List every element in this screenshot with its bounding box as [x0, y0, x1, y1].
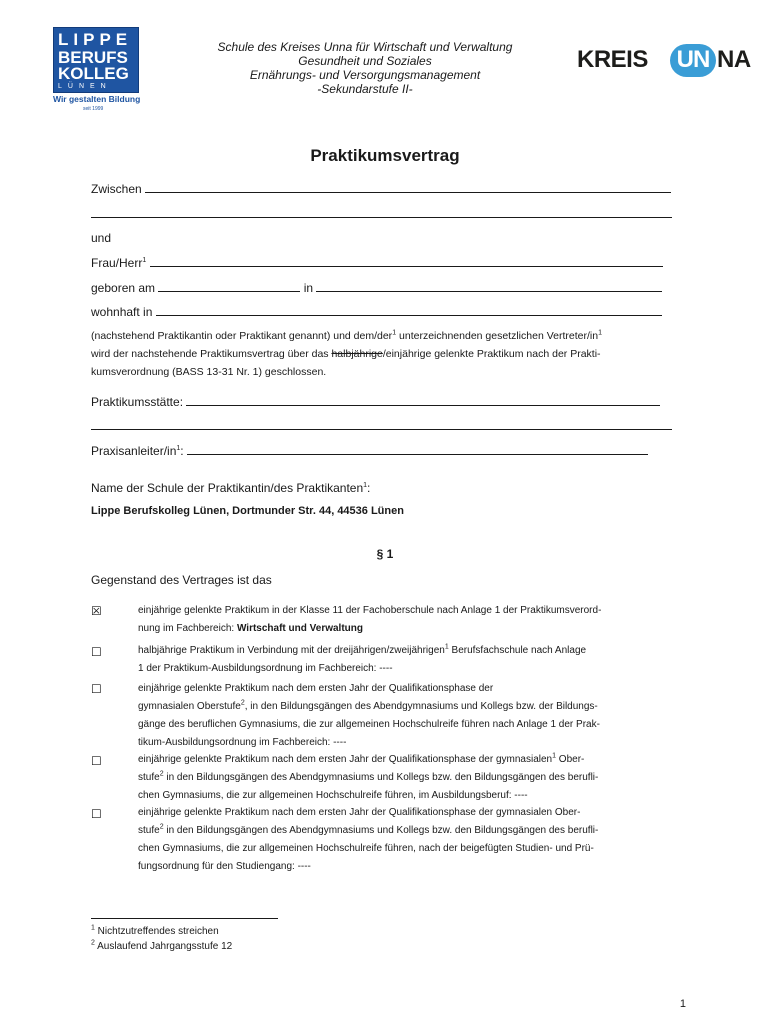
logo-slogan: Wir gestalten Bildung	[53, 94, 141, 104]
logo-text-line1: LIPPE	[58, 30, 133, 49]
frau-herr-blank[interactable]	[150, 257, 663, 267]
option-1-text: einjährige gelenkte Praktikum in der Klasse 11 der Fachoberschule nach Anlage 1 der Praktikumsverord- nung im Fachbereich: Wirtschaft und Verwaltung	[138, 605, 602, 634]
school-value: Lippe Berufskolleg Lünen, Dortmunder Str. 44, 44536 Lünen	[91, 505, 404, 517]
header-line-3: Ernährungs- und Versorgungsmanagement	[249, 68, 481, 82]
zwischen-blank-2[interactable]	[91, 208, 672, 218]
logo-un-text: UN	[676, 46, 710, 73]
praktikumsstaette-blank[interactable]	[186, 396, 660, 406]
zwischen-blank[interactable]	[145, 183, 671, 193]
praktikumsstaette-line	[91, 395, 660, 409]
footnote-ref: 1	[142, 257, 147, 264]
header-line-1: Schule des Kreises Unna für Wirtschaft und Verwaltung	[217, 40, 513, 54]
option-5-checkbox[interactable]: ☐	[91, 807, 102, 821]
logo-text-line3: KOLLEG	[58, 64, 129, 83]
section-lead: Gegenstand des Vertrages ist das	[91, 573, 272, 587]
und-label: und	[91, 231, 112, 245]
geboren-am-label: geboren am	[91, 281, 156, 295]
logo-text-line2: BERUFS	[58, 48, 128, 67]
logo-box	[53, 27, 139, 93]
school-label: Name der Schule der Praktikantin/des Praktikanten	[91, 481, 364, 495]
option-5-text: einjährige gelenkte Praktikum nach dem ersten Jahr der Qualifikationsphase der gymnasialen Ober- stufe$^2$ in den Bildungsgängen des Abendgymnasiums und Kollegs bzw. den Bildungsgängen des berufli- chen Gymnasiums, die zur allgemeinen Hochschulreife führen, nach der beigefügten Studien- und Prü- fungsordnung für den Studiengang: ----	[138, 807, 599, 872]
option-2-checkbox[interactable]: ☐	[91, 645, 102, 659]
zwischen-line-2	[91, 207, 672, 221]
in-label: in	[303, 281, 314, 295]
school-header	[180, 40, 550, 96]
option-3-checkbox[interactable]: ☐	[91, 682, 102, 696]
praxisanleiter-line: Praxisanleiter/$in^1$:	[91, 444, 648, 458]
frau-herr-line	[91, 256, 663, 270]
option-4-text: einjährige gelenkte Praktikum nach dem ersten Jahr der Qualifikationsphase der gymnasialen$^1$ Ober- stufe$^2$ in den Bildungsgängen des Abendgymnasiums und Kollegs bzw. den Bildungsgängen des berufli- chen Gymnasiums, die zur allgemeinen Hochschulreife führen, im Ausbildungsberuf: ----	[138, 752, 599, 801]
option-3-text: einjährige gelenkte Praktikum nach dem ersten Jahr der Qualifikationsphase der gymnasialen Oberstufe$^2$, in den Bildungsgängen des Abendgymnasiums und Kollegs bzw. der Bildungs- gänge des beruflichen Gymnasiums, die zur allgemeinen Hochschulreife führen nach Anlage 1 der Prak- tikum-Ausbildungsordnung im Fachbereich: ----	[138, 683, 600, 748]
praxisanleiter-label: Praxisanleiter/in	[91, 444, 177, 458]
kreis-unna-logo	[577, 44, 751, 82]
praktikumsstaette-label: Praktikumsstätte:	[91, 395, 184, 409]
geboren-line	[91, 281, 662, 295]
fachbereich-value: Wirtschaft und Verwaltung	[236, 623, 363, 634]
document-title: Praktikumsvertrag	[310, 146, 460, 165]
geboren-am-blank[interactable]	[158, 282, 300, 292]
wohnhaft-line	[91, 305, 662, 319]
footnote-2: $^2$ Auslaufend Jahrgangsstufe 12	[91, 939, 233, 952]
praktikumsstaette-blank-2[interactable]	[91, 420, 672, 430]
page-number: 1	[679, 998, 686, 1010]
section-number: § 1	[376, 547, 394, 561]
footnote-divider	[91, 918, 278, 919]
intro-line-1: (nachstehend Praktikantin oder Praktikant genannt) und dem/der$^1$ unterzeichnenden gesetzlichen Vertreter/$in^1$	[91, 329, 602, 342]
school-label-line: Name der Schule der Praktikantin/des Praktikanten$^1$:	[91, 481, 371, 495]
option-4-checkbox[interactable]: ☐	[91, 754, 102, 768]
logo-kreis-text: KREIS	[577, 46, 648, 73]
intro-line-2: wird der nachstehende Praktikumsvertrag über das halbjährige/einjährige gelenkte Praktikum nach der Prakti-	[91, 348, 601, 360]
footnote-1: $^1$ Nichtzutreffendes streichen	[91, 924, 219, 937]
struck-word: halbjährige	[331, 348, 383, 360]
logo-text-line4: LÜNEN	[58, 83, 112, 90]
wohnhaft-blank[interactable]	[156, 306, 662, 316]
lippe-berufskolleg-logo	[53, 27, 141, 113]
frau-herr-label: Frau/Herr	[91, 256, 143, 270]
praktikumsstaette-line-2	[91, 419, 672, 433]
zwischen-line	[91, 182, 671, 196]
logo-na-text: NA	[717, 46, 751, 73]
header-line-4: -Sekundarstufe II-	[317, 82, 413, 96]
intro-line-3: kumsverordnung (BASS 13-31 Nr. 1) geschlossen.	[91, 366, 327, 378]
geburtsort-blank[interactable]	[316, 282, 662, 292]
intro-paragraph	[91, 327, 681, 381]
wohnhaft-in-label: wohnhaft in	[91, 305, 153, 319]
praxisanleiter-blank[interactable]	[187, 445, 648, 455]
logo-since: seit 1999	[83, 106, 104, 112]
option-2-text: halbjährige Praktikum in Verbindung mit der dreijährigen/zweijährigen$^1$ Berufsfachschule nach Anlage 1 der Praktikum-Ausbildungsordnung im Fachbereich: ----	[138, 643, 587, 674]
option-1-checkbox[interactable]: ☒	[91, 604, 102, 618]
zwischen-label: Zwischen	[91, 182, 142, 196]
header-line-2: Gesundheit und Soziales	[298, 54, 432, 68]
